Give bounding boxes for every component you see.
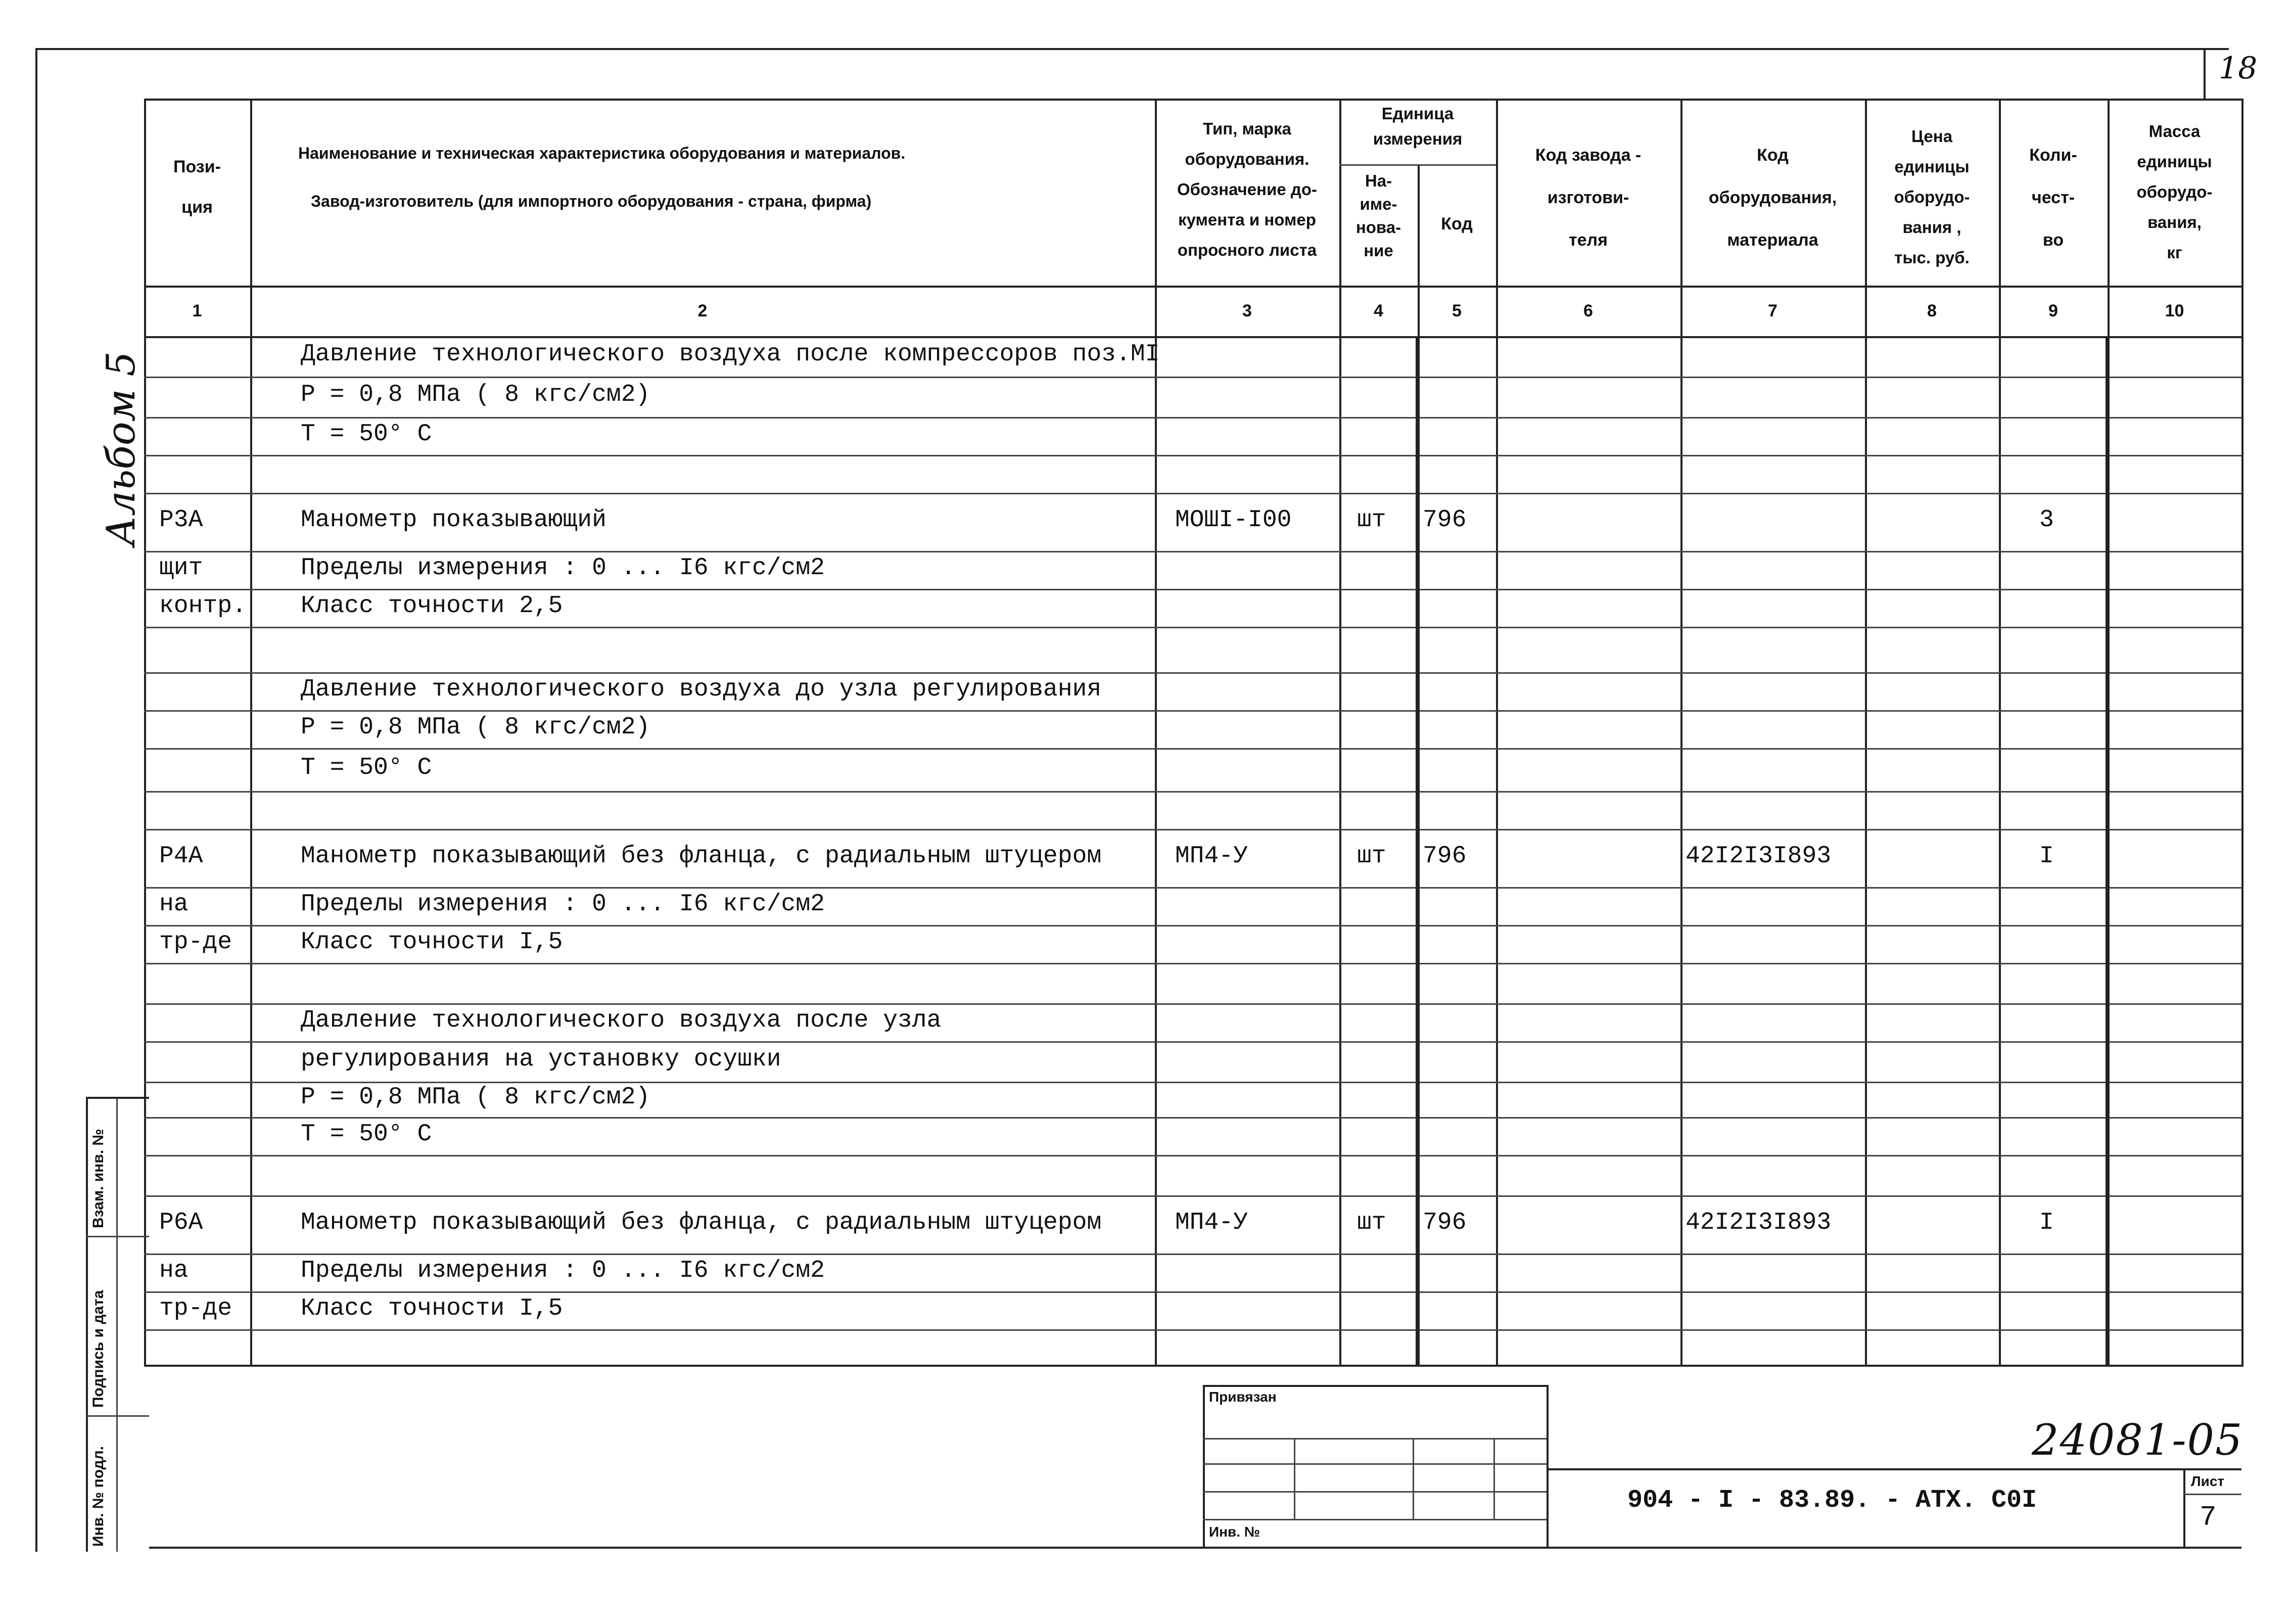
h3-line: оборудования.	[1185, 150, 1309, 168]
h8-line: оборудо-	[1894, 188, 1970, 206]
column-number: 6	[1583, 301, 1593, 320]
tb-bottom-line	[149, 1547, 2241, 1549]
row-quantity: I	[2039, 842, 2054, 870]
header-col10	[2108, 116, 2241, 268]
column-line	[2241, 99, 2243, 1365]
privyazan-c1	[1294, 1438, 1295, 1519]
row-line	[144, 455, 2241, 456]
row-name: Класс точности I,5	[301, 1294, 563, 1322]
row-type: МП4-У	[1175, 1209, 1248, 1236]
h10-line: вания,	[2147, 213, 2202, 231]
header-col7	[1680, 134, 1865, 261]
h4-line: нова-	[1355, 218, 1401, 237]
h4-line: ние	[1364, 241, 1393, 260]
row-line	[144, 493, 2241, 494]
row-name: Пределы измерения : 0 ... I6 кгс/см2	[301, 890, 825, 918]
row-position: на	[159, 890, 189, 918]
row-unit-code: 796	[1423, 842, 1467, 870]
row-equipment-code: 42I2I3I893	[1686, 1209, 1832, 1236]
side-stamp-div1	[86, 1236, 149, 1237]
h4-line: име-	[1360, 195, 1397, 213]
sheet-label: Лист	[2191, 1473, 2225, 1489]
row-quantity: 3	[2039, 506, 2054, 534]
h8-line: тыс. руб.	[1894, 248, 1970, 267]
table-top-line	[144, 99, 2243, 101]
row-name: Давление технологического воздуха до узла регулирования	[301, 675, 1102, 703]
h7-line: материала	[1727, 230, 1818, 250]
header-col4	[1339, 169, 1418, 262]
row-type: МП4-У	[1175, 842, 1248, 870]
album-label: Альбом 5	[99, 351, 144, 546]
privyazan-label: Привязан	[1209, 1389, 1277, 1405]
h9-line: во	[2042, 230, 2064, 250]
body-band-right	[2106, 336, 2110, 1365]
row-unit: шт	[1357, 842, 1386, 870]
h8-line: Цена	[1911, 127, 1953, 146]
row-line	[144, 1041, 2241, 1043]
header-col2-line2: Завод-изготовитель (для импортного оборудования - страна, фирма)	[311, 192, 872, 210]
row-name: Р = 0,8 МПа ( 8 кгс/см2)	[301, 1084, 650, 1111]
hunit-line: Единица	[1381, 104, 1454, 123]
column-number-bottom-line	[144, 336, 2243, 338]
header-col2-line1: Наименование и техническая характеристика оборудования и материалов.	[298, 144, 906, 162]
row-name: Манометр показывающий без фланца, с радиальным штуцером	[301, 1209, 1102, 1236]
table-bottom-line	[144, 1365, 2243, 1367]
column-line	[1680, 99, 1682, 1365]
h10-line: кг	[2167, 243, 2182, 262]
privyazan-r3	[1203, 1491, 1547, 1493]
column-number: 10	[2165, 301, 2184, 320]
h10-line: оборудо-	[2136, 182, 2213, 201]
page-box-left	[2204, 48, 2206, 99]
row-name: Т = 50° С	[301, 1120, 432, 1148]
h3-line: кумента и номер	[1178, 210, 1316, 229]
page-number: 18	[2219, 51, 2258, 86]
row-position: Р4А	[159, 842, 203, 870]
column-line	[250, 99, 252, 1365]
side-stamp-div2	[86, 1415, 149, 1417]
row-position: Р6А	[159, 1209, 203, 1236]
doc-code: 904 - I - 83.89. - АТХ. С0I	[1627, 1486, 2037, 1515]
row-name: Манометр показывающий без фланца, с радиальным штуцером	[301, 842, 1102, 870]
row-type: МОШI-I00	[1175, 506, 1292, 534]
h7-line: оборудования,	[1708, 188, 1837, 207]
row-line	[144, 1155, 2241, 1156]
column-number: 1	[192, 301, 202, 320]
sheet-box-div	[2183, 1494, 2241, 1495]
row-name: Р = 0,8 МПа ( 8 кгс/см2)	[301, 713, 650, 741]
row-line	[144, 627, 2241, 628]
header-col3	[1155, 114, 1339, 265]
privyazan-c2	[1413, 1438, 1414, 1519]
header-col5: Код	[1441, 214, 1473, 234]
header-col1: Пози- ция	[173, 157, 221, 217]
side-stamp-line-left	[86, 1097, 88, 1552]
h6-line: Код завода -	[1535, 146, 1642, 165]
privyazan-top	[1203, 1385, 1549, 1387]
row-position: щит	[159, 554, 203, 582]
column-number: 2	[697, 301, 708, 320]
sheet-box-left	[2183, 1468, 2185, 1547]
row-line	[144, 963, 2241, 964]
row-line	[144, 748, 2241, 750]
row-position: тр-де	[159, 1294, 232, 1322]
row-name: Р = 0,8 МПа ( 8 кгс/см2)	[301, 381, 650, 408]
unit-group-divider	[1339, 164, 1496, 166]
row-position: тр-де	[159, 928, 232, 956]
row-line	[144, 377, 2241, 378]
side-inv-podl-label: Инв. № подл.	[90, 1446, 107, 1547]
side-stamp-line-mid	[116, 1097, 118, 1552]
privyazan-r1	[1203, 1438, 1547, 1440]
inv-no-label: Инв. №	[1209, 1524, 1260, 1540]
row-line	[144, 829, 2241, 830]
row-name: Манометр показывающий	[301, 506, 606, 534]
column-line	[1865, 99, 1867, 1365]
column-line	[144, 99, 146, 1365]
side-podpis-label: Подпись и дата	[90, 1290, 107, 1408]
header-unit-group	[1339, 101, 1496, 152]
row-line	[144, 417, 2241, 419]
row-position: контр.	[159, 592, 247, 620]
row-position: на	[159, 1257, 189, 1284]
h8-line: единицы	[1894, 157, 1970, 176]
header-bottom-line	[144, 286, 2243, 288]
row-unit: шт	[1357, 506, 1386, 534]
privyazan-c3	[1493, 1438, 1495, 1519]
h10-line: единицы	[2137, 152, 2212, 171]
column-number: 5	[1452, 301, 1462, 320]
h9-line: Коли-	[2029, 146, 2077, 165]
row-position: Р3А	[159, 506, 203, 534]
body-band-left	[1416, 336, 1420, 1365]
frame-left	[35, 48, 37, 1552]
column-line	[1155, 99, 1157, 1365]
header-col6	[1496, 134, 1680, 261]
row-line	[144, 1195, 2241, 1197]
row-name: регулирования на установку осушки	[301, 1046, 781, 1073]
column-number: 3	[1242, 301, 1252, 320]
row-name: Давление технологического воздуха после компрессоров поз.МI	[301, 341, 1160, 368]
column-number: 7	[1768, 301, 1778, 320]
h9-line: чест-	[2031, 188, 2075, 207]
h3-line: Тип, марка	[1203, 119, 1291, 138]
row-name: Т = 50° С	[301, 420, 432, 448]
column-number: 9	[2048, 301, 2058, 320]
column-number: 8	[1927, 301, 1937, 320]
row-unit-code: 796	[1423, 1209, 1467, 1236]
privyazan-r4	[1203, 1519, 1547, 1520]
h3-line: опросного листа	[1177, 241, 1317, 259]
row-unit: шт	[1357, 1209, 1386, 1236]
doc-code-top	[1547, 1468, 2241, 1470]
row-quantity: I	[2039, 1209, 2054, 1236]
header-col8	[1865, 121, 1999, 273]
row-name: Давление технологического воздуха после узла	[301, 1006, 942, 1034]
row-equipment-code: 42I2I3I893	[1686, 842, 1832, 870]
h7-line: Код	[1757, 146, 1789, 165]
privyazan-r2	[1203, 1463, 1547, 1465]
hunit-line: измерения	[1373, 129, 1463, 148]
row-name: Пределы измерения : 0 ... I6 кгс/см2	[301, 554, 825, 582]
handwritten-doc-number: 24081-05	[2032, 1415, 2243, 1465]
column-number: 4	[1374, 301, 1383, 320]
column-line	[1999, 99, 2001, 1365]
row-unit-code: 796	[1423, 506, 1467, 534]
row-name: Класс точности 2,5	[301, 592, 563, 620]
column-line	[1496, 99, 1498, 1365]
row-line	[144, 1117, 2241, 1119]
row-line	[144, 791, 2241, 793]
row-line	[144, 1329, 2241, 1331]
frame-top	[35, 48, 2229, 50]
h6-line: изготови-	[1547, 188, 1629, 207]
h3-line: Обозначение до-	[1177, 180, 1317, 199]
side-vzam-label: Взам. инв. №	[90, 1129, 107, 1228]
row-name: Т = 50° С	[301, 754, 432, 781]
row-name: Пределы измерения : 0 ... I6 кгс/см2	[301, 1257, 825, 1284]
privyazan-left	[1203, 1385, 1205, 1547]
sheet-number: 7	[2200, 1501, 2217, 1534]
row-name: Класс точности I,5	[301, 928, 563, 956]
privyazan-right	[1547, 1385, 1549, 1547]
side-stamp-top	[86, 1097, 149, 1099]
column-line	[1339, 99, 1341, 1365]
h6-line: теля	[1569, 230, 1608, 250]
h4-line: На-	[1365, 171, 1392, 190]
header-col9	[1999, 134, 2108, 261]
h10-line: Масса	[2148, 122, 2201, 141]
h8-line: вания ,	[1902, 218, 1961, 237]
